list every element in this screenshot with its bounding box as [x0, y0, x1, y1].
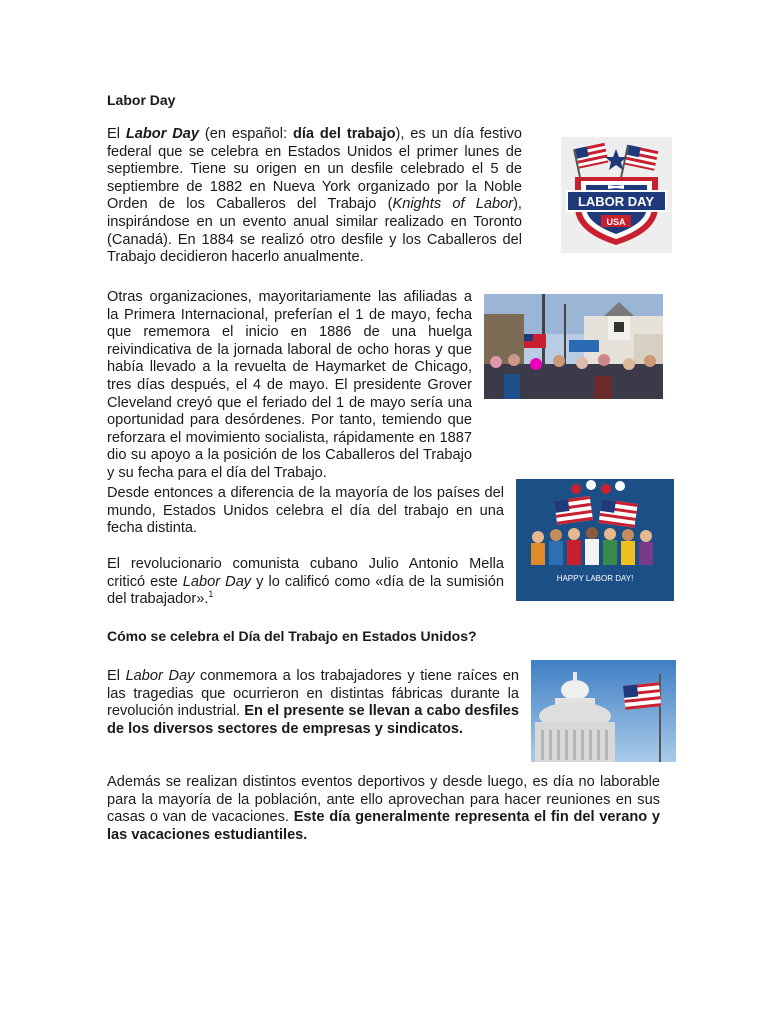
capitol-flag-photo — [531, 660, 676, 762]
paragraph-difference: Desde entonces a diferencia de la mayoría de los países del mundo, Estados Unidos celebra el día del trabajo en una fecha distinta. — [107, 485, 504, 537]
labor-day-badge-image — [561, 137, 672, 253]
section-heading: Cómo se celebra el Día del Trabajo en Estados Unidos? — [107, 628, 477, 644]
paragraph-intro: El Labor Day (en español: día del trabajo), es un día festivo federal que se celebra en Estados Unidos el primer lunes de septiembre. Tiene su origen en un desfile celebrado el 5 de septiembre de 1882 en Nueva York organizado por la Noble Orden de los Caballeros del Trabajo (Knights of Labor), inspirándose en un evento anual similar realizado en Toronto (Canadá). En 1884 se realizó otro desfile y los Caballeros del Trabajo decidieron hacerlo anualmente. — [107, 126, 523, 266]
paragraph-mella: El revolucionario comunista cubano Julio Antonio Mella criticó este Labor Day y lo calificó como «día de la sumisión del trabajador».$^1$ — [107, 556, 504, 608]
happy-labor-day-text: HAPPY LABOR DAY! — [556, 574, 634, 583]
parade-photo — [484, 294, 663, 399]
paragraph-history: Otras organizaciones, mayoritariamente las afiliadas a la Primera Internacional, preferían el 1 de mayo, fecha que rememora el inicio en 1886 de una huelga reivindicativa de la jornada laboral de ocho horas y que había llevado a la revuelta de Haymarket de Chicago, tres días después, el 4 de mayo. El presidente Grover Cleveland creyó que el feriado del 1 de mayo sería una oportunidad para desórdenes. Por tanto, temiendo que reforzara el movimiento socialista, rápidamente en 1887 dio su apoyo a la posición de los Caballeros del Trabajo y su fecha para el día del Trabajo. — [107, 289, 472, 481]
paragraph-commemoration: El Labor Day conmemora a los trabajadores y tiene raíces en las tragedias que ocurrieron en distintas fábricas durante la revolución industrial. En el presente se llevan a cabo desfiles de los diversos sectores de empresas y sindicatos. — [107, 668, 520, 737]
happy-labor-day-poster — [516, 479, 674, 601]
paragraph-events: Además se realizan distintos eventos deportivos y desde luego, es día no laborable para la mayoría de la población, ante ello aprovechan para hacer reuniones en sus casas o van de vacaciones. Este día generalmente representa el fin del verano y las vacaciones estudiantiles. — [107, 774, 661, 843]
document-title: Labor Day — [107, 92, 176, 108]
badge-title-text: LABOR DAY — [577, 194, 655, 209]
badge-usa-text: USA — [606, 217, 626, 227]
